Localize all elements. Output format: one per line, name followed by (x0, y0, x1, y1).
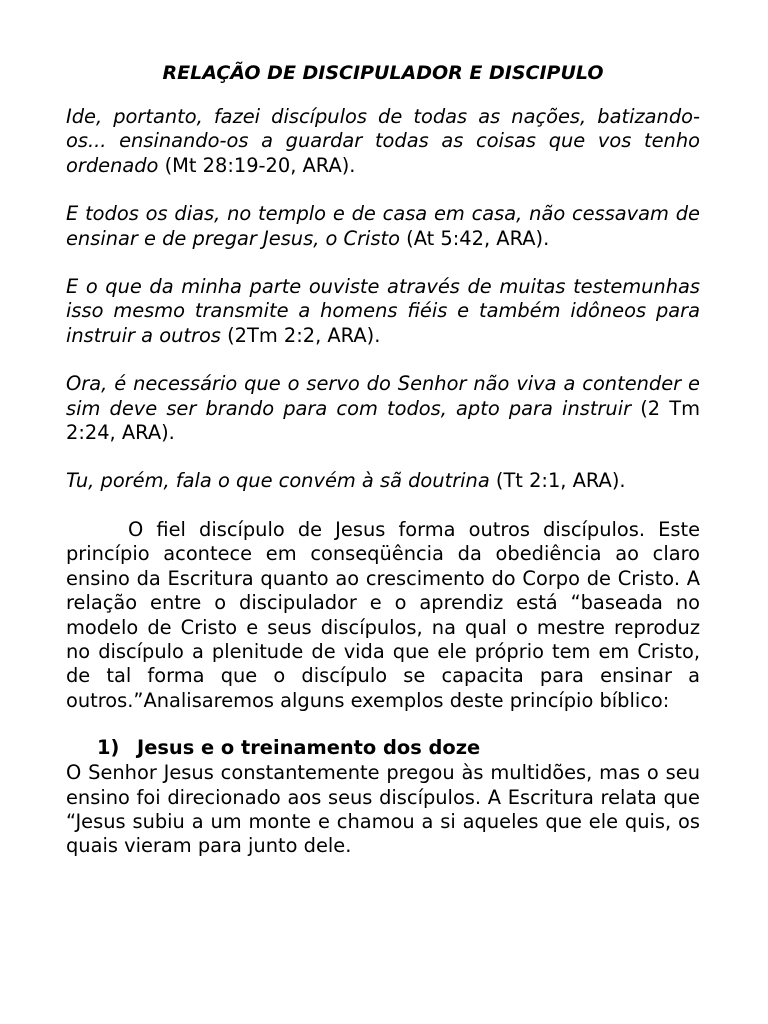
document-title: RELAÇÃO DE DISCIPULADOR E DISCIPULO (162, 62, 604, 84)
body-paragraph: O fiel discípulo de Jesus forma outros discípulos. Este princípio acontece em conseqüência da obediência ao claro ensino da Escritura quanto ao crescimento do Corpo de Cristo. A relação entre o discipulador e o aprendiz está “baseada no modelo de Cristo e seus discípulos, na qual o mestre reproduz no discípulo a plenitude de vida que ele próprio tem em Cristo, de tal forma que o discípulo se capacita para ensinar a outros.”Analisaremos alguns exemplos deste princípio bíblico: (66, 517, 700, 712)
quote-reference: (2Tm 2:2, ARA). (220, 323, 381, 347)
quote-text: Ora, é necessário que o servo do Senhor não viva a contender e sim deve ser brando para com todos, apto para instruir (66, 372, 700, 420)
quote-text: E o que da minha parte ouviste através de muitas testemunhas isso mesmo transmite a homens fiéis e também idôneos para instruir a outros (66, 275, 700, 347)
quote-paragraph (66, 275, 700, 348)
section-paragraph: O Senhor Jesus constantemente pregou às multidões, mas o seu ensino foi direcionado aos seus discípulos. A Escritura relata que “Jesus subiu a um monte e chamou a si aqueles que ele quis, os quais vieram para junto dele. (66, 761, 700, 858)
section-heading-text: Jesus e o treinamento dos doze (137, 736, 481, 760)
quote-reference: (At 5:42, ARA). (400, 226, 550, 250)
quote-reference: (Mt 28:19-20, ARA). (158, 153, 356, 177)
section-number: 1) (97, 736, 120, 760)
quote-paragraph (66, 469, 700, 493)
quote-text: Ide, portanto, fazei discípulos de todas as nações, batizando-os... ensinando-os a guardar todas as coisas que vos tenho ordenado (66, 105, 700, 177)
quote-paragraph (66, 105, 700, 178)
quote-paragraph (66, 372, 700, 445)
quote-text: Tu, porém, fala o que convém à sã doutrina (66, 469, 490, 493)
quote-reference: (Tt 2:1, ARA). (489, 469, 626, 493)
quote-text: E todos os dias, no templo e de casa em casa, não cessavam de ensinar e de pregar Jesus, o Cristo (66, 202, 700, 250)
quote-paragraph (66, 202, 700, 251)
quote-reference: (2 Tm 2:24, ARA). (66, 396, 700, 445)
section-heading (66, 735, 700, 761)
